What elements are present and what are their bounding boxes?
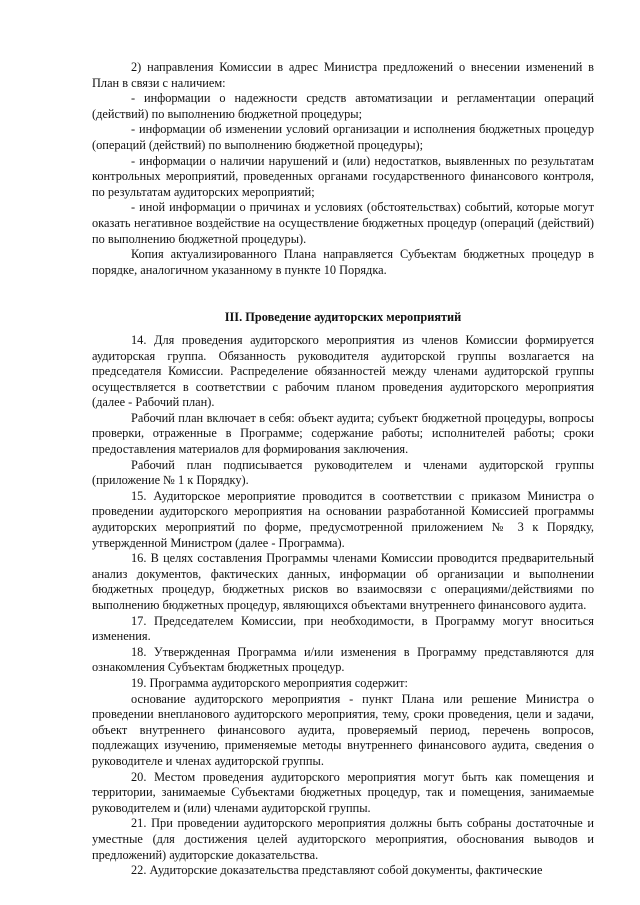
list-item: - информации об изменении условий организации и исполнения бюджетных процедур (операций (действий) по выполнению бюджетной процедуры); (92, 122, 594, 152)
paragraph-15: 15. Аудиторское мероприятие проводится в соответствии с приказом Министра о проведении аудиторского мероприятия на основании разработанной Комиссией программы аудиторских мероприятий по форме, предусмотренной приложением № 3 к Порядку, утвержденной Министром (далее - Программа). (92, 488, 594, 550)
paragraph-20: 20. Местом проведения аудиторского мероприятия могут быть как помещения и территории, занимаемые Субъектами бюджетных процедур, так и помещения, занимаемые руководителем и (или) членами аудиторской группы. (92, 769, 594, 815)
paragraph-19: 19. Программа аудиторского мероприятия содержит: (131, 675, 408, 690)
paragraph: Рабочий план включает в себя: объект аудита; субъект бюджетной процедуры, вопросы проверки, отраженные в Программе; содержание работы; исполнителей работы; сроки предоставления материалов для формирования заключения. (92, 410, 594, 457)
paragraph-21: 21. При проведении аудиторского мероприятия должны быть собраны достаточные и уместные (для достижения целей аудиторского мероприятия, обоснования выводов и предложений) аудиторские доказательства. (92, 816, 594, 862)
document-body (92, 60, 594, 879)
list-item: - информации о надежности средств автоматизации и регламентации операций (действий) по выполнению бюджетной процедуры; (92, 91, 594, 121)
paragraph: основание аудиторского мероприятия - пункт Плана или решение Министра о проведении внепланового аудиторского мероприятия, тему, сроки проведения, цели и задачи, объект внутреннего финансового аудита, проверяемый период, перечень вопросов, подлежащих изучению, применяемые методы внутреннего финансового аудита, сведения о руководителе и членах аудиторской группы. (92, 691, 594, 768)
paragraph-18: 18. Утвержденная Программа и/или изменения в Программу представляются для ознакомления Субъектам бюджетных процедур. (92, 644, 594, 675)
paragraph-16: 16. В целях составления Программы членами Комиссии проводится предварительный анализ документов, фактических данных, информации об организации и выполнении бюджетных процедур, бюджетных рисков во взаимосвязи с операциями/действиями по выполнению бюджетных процедур, являющихся объектами внутреннего финансового аудита. (92, 551, 594, 612)
paragraph-14: 14. Для проведения аудиторского мероприятия из членов Комиссии формируется аудиторская группа. Обязанность руководителя аудиторской группы возлагается на председателя Комиссии. Распределение обязанностей между членами аудиторской группы осуществляется в соответствии с рабочим планом проведения аудиторского мероприятия (далее - Рабочий план). (92, 332, 594, 410)
paragraph: Копия актуализированного Плана направляется Субъектам бюджетных процедур в порядке, аналогичном указанному в пункте 10 Порядка. (92, 247, 594, 277)
section-heading: III. Проведение аудиторских мероприятий (224, 310, 462, 325)
paragraph-22: 22. Аудиторские доказательства представляют собой документы, фактические (131, 863, 543, 878)
list-item: - информации о наличии нарушений и (или) недостатков, выявленных по результатам контрольных мероприятий, проведенных органами государственного финансового контроля, по результатам аудиторских мероприятий; (92, 153, 594, 199)
paragraph: 2) направления Комиссии в адрес Министра предложений о внесении изменений в План в связи с наличием: (92, 60, 594, 90)
paragraph: Рабочий план подписывается руководителем и членами аудиторской группы (приложение № 1 к Порядку). (92, 457, 594, 488)
paragraph-17: 17. Председателем Комиссии, при необходимости, в Программу могут вноситься изменения. (92, 613, 594, 644)
list-item: - иной информации о причинах и условиях (обстоятельствах) событий, которые могут оказать негативное воздействие на осуществление бюджетных процедур (операций (действий) по выполнению бюджетной процедуры). (92, 200, 594, 246)
